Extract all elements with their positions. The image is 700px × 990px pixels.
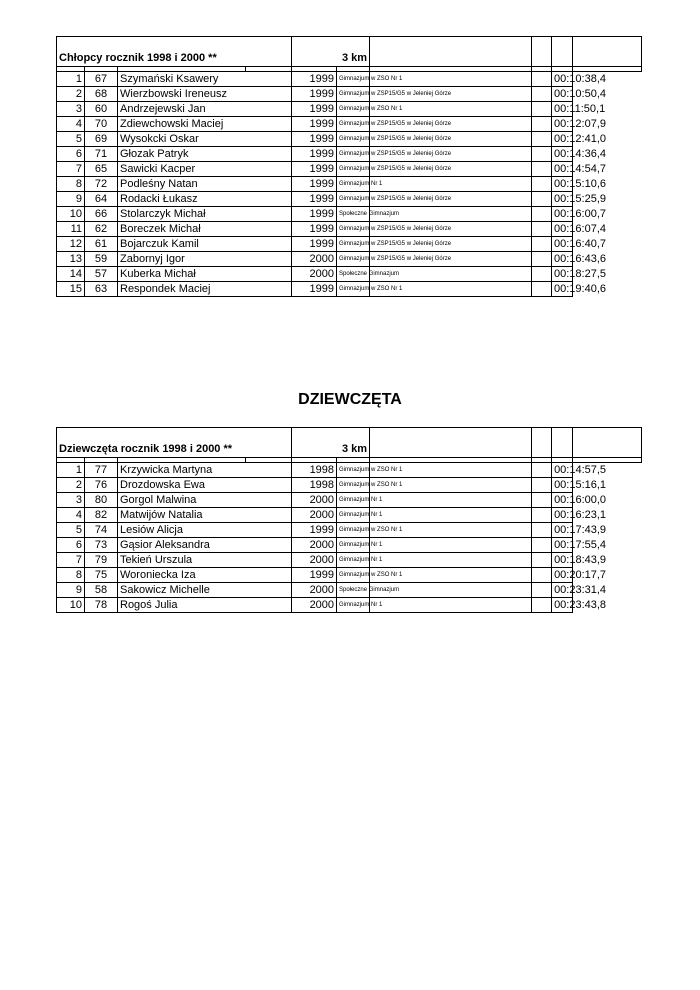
empty-cell bbox=[532, 132, 552, 147]
name-cell: Respondek Maciej bbox=[118, 282, 292, 297]
birth-year-cell: 1999 bbox=[292, 177, 337, 192]
girls-results-table bbox=[56, 427, 642, 613]
time-cell: 00:12:41,0 bbox=[552, 132, 573, 147]
school-cell: Gimnazjum w ZSP15/G5 w Jeleniej Górze bbox=[337, 162, 370, 177]
birth-year-cell: 1998 bbox=[292, 478, 337, 493]
table-row bbox=[57, 267, 642, 282]
bib-number-cell: 76 bbox=[85, 478, 118, 493]
bib-number-cell: 75 bbox=[85, 568, 118, 583]
time-cell: 00:16:40,7 bbox=[552, 237, 573, 252]
distance-label: 3 km bbox=[292, 428, 370, 458]
school-cell: Społeczne Gimnazjum bbox=[337, 267, 370, 282]
empty-cell bbox=[532, 72, 552, 87]
empty-cell bbox=[532, 493, 552, 508]
time-cell: 00:16:00,7 bbox=[552, 207, 573, 222]
empty-cell bbox=[532, 192, 552, 207]
birth-year-cell: 1999 bbox=[292, 147, 337, 162]
empty-cell bbox=[532, 583, 552, 598]
school-cell: Gimnazjum Nr 1 bbox=[337, 598, 370, 613]
distance-label: 3 km bbox=[292, 37, 370, 67]
school-cell: Gimnazjum w ZSO Nr 1 bbox=[337, 568, 370, 583]
table-row bbox=[57, 87, 642, 102]
table-row bbox=[57, 117, 642, 132]
name-cell: Stolarczyk Michał bbox=[118, 207, 292, 222]
time-cell: 00:12:07,9 bbox=[552, 117, 573, 132]
table-row bbox=[57, 282, 642, 297]
school-cell: Gimnazjum w ZSP15/G5 w Jeleniej Górze bbox=[337, 237, 370, 252]
empty-cell bbox=[370, 508, 532, 523]
birth-year-cell: 1998 bbox=[292, 463, 337, 478]
birth-year-cell: 1999 bbox=[292, 162, 337, 177]
time-cell: 00:11:50,1 bbox=[552, 102, 573, 117]
empty-cell bbox=[532, 598, 552, 613]
position-cell: 10 bbox=[57, 598, 85, 613]
school-cell: Gimnazjum w ZSO Nr 1 bbox=[337, 463, 370, 478]
table-row bbox=[57, 252, 642, 267]
birth-year-cell: 1999 bbox=[292, 282, 337, 297]
bib-number-cell: 73 bbox=[85, 538, 118, 553]
table-header-row bbox=[57, 37, 642, 67]
position-cell: 2 bbox=[57, 478, 85, 493]
bib-number-cell: 61 bbox=[85, 237, 118, 252]
position-cell: 15 bbox=[57, 282, 85, 297]
empty-cell bbox=[532, 282, 552, 297]
time-cell: 00:15:10,6 bbox=[552, 177, 573, 192]
bib-number-cell: 64 bbox=[85, 192, 118, 207]
table-row bbox=[57, 598, 642, 613]
name-cell: Sakowicz Michelle bbox=[118, 583, 292, 598]
empty-cell bbox=[532, 267, 552, 282]
position-cell: 12 bbox=[57, 237, 85, 252]
empty-cell bbox=[532, 102, 552, 117]
time-cell: 00:23:43,8 bbox=[552, 598, 573, 613]
position-cell: 5 bbox=[57, 132, 85, 147]
table-row bbox=[57, 508, 642, 523]
time-cell: 00:14:54,7 bbox=[552, 162, 573, 177]
table-row bbox=[57, 147, 642, 162]
birth-year-cell: 1999 bbox=[292, 207, 337, 222]
empty-cell bbox=[532, 523, 552, 538]
birth-year-cell: 1999 bbox=[292, 132, 337, 147]
name-cell: Kuberka Michał bbox=[118, 267, 292, 282]
position-cell: 4 bbox=[57, 508, 85, 523]
name-cell: Andrzejewski Jan bbox=[118, 102, 292, 117]
name-cell: Szymański Ksawery bbox=[118, 72, 292, 87]
time-cell: 00:10:50,4 bbox=[552, 87, 573, 102]
table-title: Dziewczęta rocznik 1998 i 2000 ** bbox=[57, 428, 292, 458]
position-cell: 1 bbox=[57, 463, 85, 478]
name-cell: Głozak Patryk bbox=[118, 147, 292, 162]
empty-cell bbox=[370, 553, 532, 568]
birth-year-cell: 2000 bbox=[292, 583, 337, 598]
empty-cell bbox=[532, 207, 552, 222]
bib-number-cell: 60 bbox=[85, 102, 118, 117]
name-cell: Wierzbowski Ireneusz bbox=[118, 87, 292, 102]
empty-cell bbox=[532, 553, 552, 568]
time-cell: 00:15:25,9 bbox=[552, 192, 573, 207]
empty-cell bbox=[532, 478, 552, 493]
birth-year-cell: 2000 bbox=[292, 493, 337, 508]
school-cell: Gimnazjum w ZSP15/G5 w Jeleniej Górze bbox=[337, 192, 370, 207]
table-row bbox=[57, 177, 642, 192]
girls-section-heading: DZIEWCZĘTA bbox=[298, 391, 402, 408]
school-cell: Gimnazjum w ZSO Nr 1 bbox=[337, 282, 370, 297]
school-cell: Gimnazjum Nr 1 bbox=[337, 538, 370, 553]
empty-cell bbox=[532, 568, 552, 583]
empty-cell bbox=[532, 117, 552, 132]
birth-year-cell: 2000 bbox=[292, 538, 337, 553]
boys-results-table bbox=[56, 36, 642, 297]
bib-number-cell: 65 bbox=[85, 162, 118, 177]
school-cell: Gimnazjum w ZSP15/G5 w Jeleniej Górze bbox=[337, 252, 370, 267]
table-row bbox=[57, 478, 642, 493]
time-cell: 00:16:43,6 bbox=[552, 252, 573, 267]
empty-cell bbox=[532, 177, 552, 192]
school-cell: Społeczne Gimnazjum bbox=[337, 207, 370, 222]
name-cell: Gorgol Malwina bbox=[118, 493, 292, 508]
birth-year-cell: 1999 bbox=[292, 72, 337, 87]
table-row bbox=[57, 132, 642, 147]
bib-number-cell: 78 bbox=[85, 598, 118, 613]
bib-number-cell: 58 bbox=[85, 583, 118, 598]
time-cell: 00:18:43,9 bbox=[552, 553, 573, 568]
empty-cell bbox=[532, 162, 552, 177]
empty-cell bbox=[532, 237, 552, 252]
school-cell: Gimnazjum w ZSP15/G5 w Jeleniej Górze bbox=[337, 117, 370, 132]
empty-cell bbox=[370, 177, 532, 192]
table-row bbox=[57, 207, 642, 222]
time-cell: 00:16:07,4 bbox=[552, 222, 573, 237]
empty-cell bbox=[532, 463, 552, 478]
time-cell: 00:10:38,4 bbox=[552, 72, 573, 87]
school-cell: Gimnazjum Nr 1 bbox=[337, 493, 370, 508]
birth-year-cell: 1999 bbox=[292, 568, 337, 583]
time-cell: 00:15:16,1 bbox=[552, 478, 573, 493]
bib-number-cell: 66 bbox=[85, 207, 118, 222]
position-cell: 9 bbox=[57, 583, 85, 598]
bib-number-cell: 59 bbox=[85, 252, 118, 267]
bib-number-cell: 74 bbox=[85, 523, 118, 538]
position-cell: 8 bbox=[57, 568, 85, 583]
empty-cell bbox=[532, 147, 552, 162]
bib-number-cell: 82 bbox=[85, 508, 118, 523]
name-cell: Lesiów Alicja bbox=[118, 523, 292, 538]
school-cell: Gimnazjum w ZSP15/G5 w Jeleniej Górze bbox=[337, 132, 370, 147]
empty-cell bbox=[532, 252, 552, 267]
position-cell: 1 bbox=[57, 72, 85, 87]
position-cell: 3 bbox=[57, 493, 85, 508]
birth-year-cell: 2000 bbox=[292, 508, 337, 523]
name-cell: Drozdowska Ewa bbox=[118, 478, 292, 493]
bib-number-cell: 69 bbox=[85, 132, 118, 147]
table-row bbox=[57, 523, 642, 538]
name-cell: Woroniecka Iza bbox=[118, 568, 292, 583]
bib-number-cell: 71 bbox=[85, 147, 118, 162]
position-cell: 7 bbox=[57, 553, 85, 568]
empty-cell bbox=[532, 87, 552, 102]
empty-cell bbox=[370, 598, 532, 613]
birth-year-cell: 1999 bbox=[292, 117, 337, 132]
school-cell: Gimnazjum w ZSP15/G5 w Jeleniej Górze bbox=[337, 222, 370, 237]
name-cell: Gąsior Aleksandra bbox=[118, 538, 292, 553]
position-cell: 11 bbox=[57, 222, 85, 237]
time-cell: 00:19:40,6 bbox=[552, 282, 573, 297]
empty-cell bbox=[370, 538, 532, 553]
birth-year-cell: 2000 bbox=[292, 553, 337, 568]
name-cell: Rogoś Julia bbox=[118, 598, 292, 613]
time-cell: 00:14:36,4 bbox=[552, 147, 573, 162]
name-cell: Wysokcki Oskar bbox=[118, 132, 292, 147]
table-row bbox=[57, 102, 642, 117]
position-cell: 8 bbox=[57, 177, 85, 192]
position-cell: 13 bbox=[57, 252, 85, 267]
position-cell: 6 bbox=[57, 147, 85, 162]
bib-number-cell: 79 bbox=[85, 553, 118, 568]
table-row bbox=[57, 463, 642, 478]
birth-year-cell: 1999 bbox=[292, 192, 337, 207]
name-cell: Krzywicka Martyna bbox=[118, 463, 292, 478]
time-cell: 00:17:43,9 bbox=[552, 523, 573, 538]
time-cell: 00:23:31,4 bbox=[552, 583, 573, 598]
birth-year-cell: 2000 bbox=[292, 598, 337, 613]
birth-year-cell: 1999 bbox=[292, 523, 337, 538]
table-row bbox=[57, 162, 642, 177]
school-cell: Społeczne Gimnazjum bbox=[337, 583, 370, 598]
position-cell: 5 bbox=[57, 523, 85, 538]
school-cell: Gimnazjum w ZSO Nr 1 bbox=[337, 523, 370, 538]
bib-number-cell: 70 bbox=[85, 117, 118, 132]
bib-number-cell: 67 bbox=[85, 72, 118, 87]
time-cell: 00:16:23,1 bbox=[552, 508, 573, 523]
table-row bbox=[57, 538, 642, 553]
time-cell: 00:14:57,5 bbox=[552, 463, 573, 478]
table-row bbox=[57, 493, 642, 508]
position-cell: 14 bbox=[57, 267, 85, 282]
position-cell: 2 bbox=[57, 87, 85, 102]
birth-year-cell: 2000 bbox=[292, 252, 337, 267]
empty-cell bbox=[532, 508, 552, 523]
empty-cell bbox=[532, 538, 552, 553]
school-cell: Gimnazjum w ZSO Nr 1 bbox=[337, 478, 370, 493]
bib-number-cell: 62 bbox=[85, 222, 118, 237]
name-cell: Sawicki Kacper bbox=[118, 162, 292, 177]
time-cell: 00:20:17,7 bbox=[552, 568, 573, 583]
bib-number-cell: 77 bbox=[85, 463, 118, 478]
empty-cell bbox=[370, 493, 532, 508]
table-row bbox=[57, 237, 642, 252]
time-cell: 00:17:55,4 bbox=[552, 538, 573, 553]
school-cell: Gimnazjum Nr 1 bbox=[337, 177, 370, 192]
school-cell: Gimnazjum w ZSP15/G5 w Jeleniej Górze bbox=[337, 147, 370, 162]
name-cell: Boreczek Michał bbox=[118, 222, 292, 237]
name-cell: Zabornyj Igor bbox=[118, 252, 292, 267]
empty-cell bbox=[532, 222, 552, 237]
table-row bbox=[57, 553, 642, 568]
bib-number-cell: 72 bbox=[85, 177, 118, 192]
name-cell: Zdiewchowski Maciej bbox=[118, 117, 292, 132]
table-row bbox=[57, 583, 642, 598]
school-cell: Gimnazjum w ZSO Nr 1 bbox=[337, 102, 370, 117]
time-cell: 00:18:27,5 bbox=[552, 267, 573, 282]
bib-number-cell: 80 bbox=[85, 493, 118, 508]
school-cell: Gimnazjum w ZSO Nr 1 bbox=[337, 72, 370, 87]
table-row bbox=[57, 568, 642, 583]
name-cell: Podleśny Natan bbox=[118, 177, 292, 192]
birth-year-cell: 1999 bbox=[292, 87, 337, 102]
birth-year-cell: 1999 bbox=[292, 102, 337, 117]
name-cell: Matwijów Natalia bbox=[118, 508, 292, 523]
bib-number-cell: 57 bbox=[85, 267, 118, 282]
school-cell: Gimnazjum w ZSP15/G5 w Jeleniej Górze bbox=[337, 87, 370, 102]
name-cell: Bojarczuk Kamil bbox=[118, 237, 292, 252]
position-cell: 7 bbox=[57, 162, 85, 177]
position-cell: 6 bbox=[57, 538, 85, 553]
birth-year-cell: 1999 bbox=[292, 222, 337, 237]
table-row bbox=[57, 192, 642, 207]
position-cell: 3 bbox=[57, 102, 85, 117]
school-cell: Gimnazjum Nr 1 bbox=[337, 553, 370, 568]
position-cell: 10 bbox=[57, 207, 85, 222]
table-header-row bbox=[57, 428, 642, 458]
position-cell: 9 bbox=[57, 192, 85, 207]
table-title: Chłopcy rocznik 1998 i 2000 ** bbox=[57, 37, 292, 67]
bib-number-cell: 68 bbox=[85, 87, 118, 102]
birth-year-cell: 2000 bbox=[292, 267, 337, 282]
time-cell: 00:16:00,0 bbox=[552, 493, 573, 508]
table-row bbox=[57, 222, 642, 237]
table-row bbox=[57, 72, 642, 87]
name-cell: Rodacki Łukasz bbox=[118, 192, 292, 207]
bib-number-cell: 63 bbox=[85, 282, 118, 297]
birth-year-cell: 1999 bbox=[292, 237, 337, 252]
school-cell: Gimnazjum Nr 1 bbox=[337, 508, 370, 523]
position-cell: 4 bbox=[57, 117, 85, 132]
name-cell: Tekień Urszula bbox=[118, 553, 292, 568]
